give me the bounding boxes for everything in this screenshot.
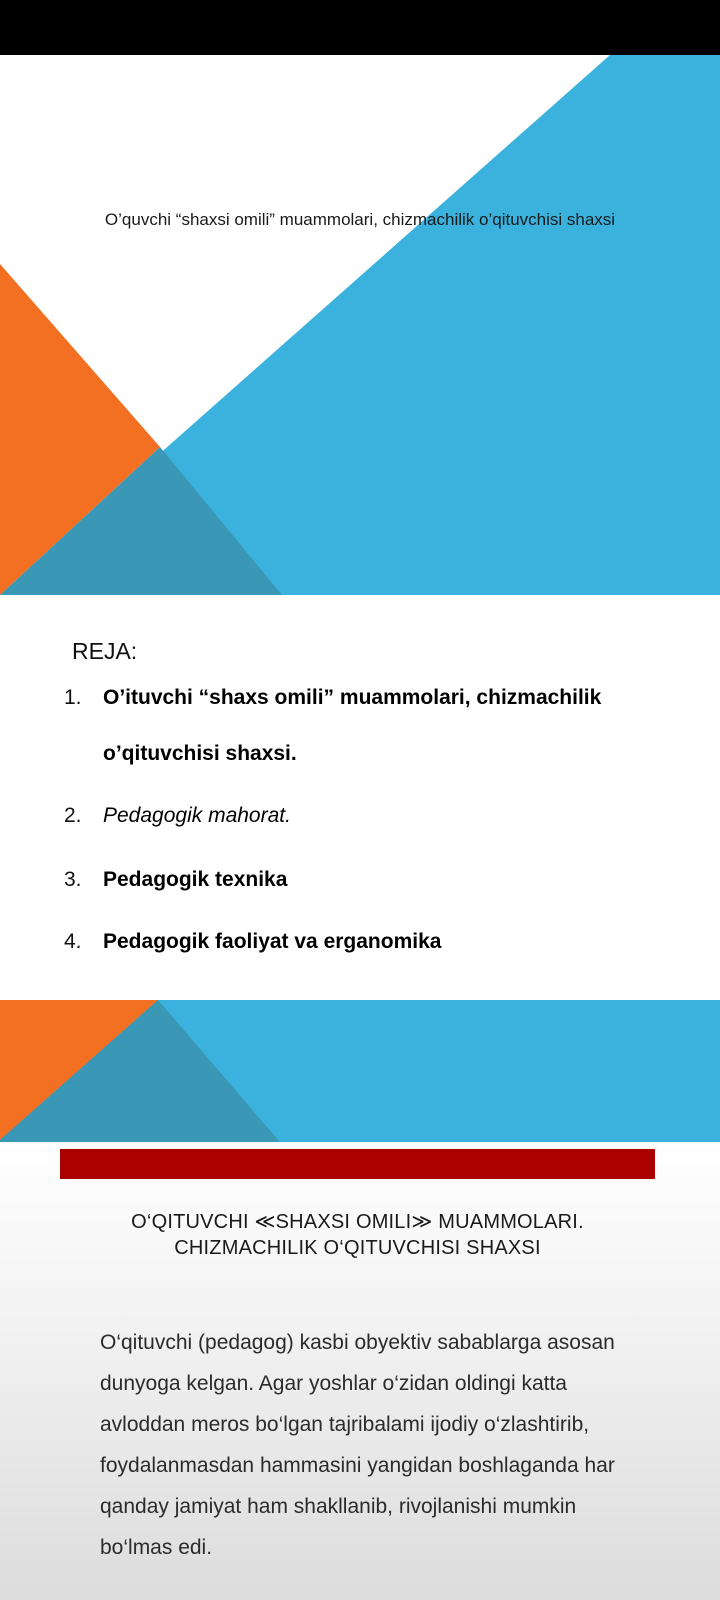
title-slide xyxy=(0,55,720,595)
decorative-slide xyxy=(0,1000,720,1142)
slide-title: O‘QITUVCHI ≪SHAXSI OMILI≫ MUAMMOLARI. CHIZMACHILIK O‘QITUVCHISI SHAXSI xyxy=(131,1211,584,1259)
plan-slide xyxy=(0,602,720,1000)
slide-title: O’quvchi “shaxsi omili” muammolari, chizmachilik o’qituvchisi shaxsi xyxy=(104,210,616,229)
status-bar xyxy=(0,0,720,55)
plan-item-text: Pedagogik faoliyat va erganomika xyxy=(103,930,442,953)
plan-item-text: Pedagogik texnika xyxy=(103,868,288,891)
plan-item-text: O’ituvchi “shaxs omili” muammolari, chizmachilik xyxy=(103,686,602,709)
plan-item-text-continued: o’qituvchisi shaxsi. xyxy=(103,742,297,765)
content-slide xyxy=(0,1142,720,1600)
plan-item-text: Pedagogik mahorat. xyxy=(103,804,291,827)
plan-list xyxy=(0,602,720,1000)
plan-item-number: 3. xyxy=(64,868,82,891)
slide-decoration xyxy=(0,55,720,595)
plan-heading: REJA: xyxy=(72,638,138,664)
accent-bar xyxy=(60,1149,655,1179)
plan-item-number: 2. xyxy=(64,804,82,827)
plan-item-number: 4. xyxy=(64,930,82,953)
slide-decoration xyxy=(0,1000,720,1142)
plan-item-number: 1. xyxy=(64,686,82,709)
slide-body-text: O‘qituvchi (pedagog) kasbi obyektiv sabablarga asosan dunyoga kelgan. Agar yoshlar o‘zidan oldingi katta avloddan meros bo‘lgan tajribalami ijodiy o‘zlashtirib, foydalanmasdan hammasini yangidan boshlaganda har qanday jamiyat ham shakllanib, rivojlanishi mumkin bo‘lmas edi. xyxy=(100,1331,615,1559)
